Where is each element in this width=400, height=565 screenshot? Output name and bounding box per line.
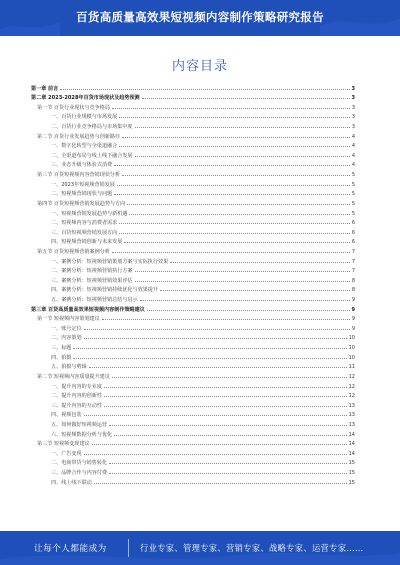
toc-entry[interactable] <box>31 390 355 400</box>
toc-entry-label: 四、短视频营销创新与未来发展 <box>51 239 123 246</box>
toc-entry[interactable] <box>31 82 355 92</box>
toc-entry-label: 二、案例分析：短视频营销执行方案 <box>51 268 133 275</box>
toc-entry-page: 11 <box>348 364 355 371</box>
toc-entry[interactable] <box>31 245 355 255</box>
toc-entry-page: 10 <box>348 335 355 342</box>
toc-entry-page: 9 <box>351 325 355 332</box>
report-title: 百货高质量高效果短视频内容制作策略研究报告 <box>76 10 324 24</box>
toc-entry[interactable] <box>31 399 355 409</box>
toc-leader-dots <box>119 233 350 234</box>
toc-entry[interactable] <box>31 457 355 467</box>
toc-leader-dots <box>112 377 347 378</box>
toc-leader-dots <box>114 194 350 195</box>
toc-entry-label: 二、短视频内容与消费者需求 <box>51 220 118 227</box>
toc-leader-dots <box>170 262 350 263</box>
toc-entry-page: 12 <box>348 393 355 400</box>
toc-entry[interactable] <box>31 341 355 351</box>
toc-entry-label: 三、提升内容的互动性 <box>51 402 102 409</box>
toc-entry-label: 二、全渠道布局与线上线下融合发展 <box>51 152 133 159</box>
toc-leader-dots <box>114 165 350 166</box>
toc-entry[interactable] <box>31 380 355 390</box>
toc-entry-page: 4 <box>351 133 355 140</box>
toc-leader-dots <box>124 242 349 243</box>
toc-leader-dots <box>135 271 350 272</box>
toc-entry-label: 五、案例分析：短视频营销总结与启示 <box>51 297 138 304</box>
toc-leader-dots <box>84 415 347 416</box>
toc-entry-label: 一、案例分析：短视频营销策划方案与实际执行效果 <box>51 258 169 265</box>
footer-divider <box>128 539 129 557</box>
toc-entry-label: 二、短视频营销现状与问题 <box>51 191 113 198</box>
toc-leader-dots <box>122 137 350 138</box>
toc-entry-page: 4 <box>351 152 355 159</box>
toc-entry-page: 4 <box>351 143 355 150</box>
toc-entry-label: 第一章 前言 <box>31 85 59 92</box>
toc-entry[interactable] <box>31 438 355 448</box>
toc-entry[interactable] <box>31 236 355 246</box>
toc-leader-dots <box>117 185 350 186</box>
toc-leader-dots <box>104 396 347 397</box>
toc-entry-label: 第三节 百货短视频内容营销现状分析 <box>37 172 121 179</box>
toc-entry-label: 三、业态升级与体验式消费 <box>51 162 113 169</box>
toc-leader-dots <box>135 281 350 282</box>
toc-entry-page: 12 <box>348 373 355 380</box>
toc-entry-page: 14 <box>348 431 355 438</box>
toc-entry[interactable] <box>31 159 355 169</box>
toc-entry[interactable] <box>31 428 355 438</box>
toc-leader-dots <box>104 387 347 388</box>
toc-entry-label: 一、百货行业规模与市场发展 <box>51 114 118 121</box>
toc-entry-label: 一、广告变现 <box>51 450 82 457</box>
toc-heading: 内容目录 <box>171 59 228 74</box>
toc-entry-label: 三、品牌合作与内容付费 <box>51 469 108 476</box>
toc-entry-page: 15 <box>348 469 355 476</box>
toc-entry[interactable] <box>31 197 355 207</box>
toc-leader-dots <box>73 348 346 349</box>
toc-leader-dots <box>92 444 347 445</box>
toc-leader-dots <box>122 175 350 176</box>
toc-leader-dots <box>102 319 350 320</box>
toc-entry-label: 一、数字化转型与全渠道融合 <box>51 143 118 150</box>
toc-entry-page: 9 <box>351 306 355 313</box>
page-footer <box>0 531 400 565</box>
toc-entry-page: 15 <box>348 479 355 486</box>
toc-leader-dots <box>109 463 347 464</box>
toc-entry-page: 6 <box>351 229 355 236</box>
toc-entry-page: 5 <box>351 210 355 217</box>
page-header <box>0 0 400 36</box>
toc-entry-label: 四、视频包装 <box>51 412 82 419</box>
toc-entry[interactable] <box>31 447 355 457</box>
toc-entry-page: 4 <box>351 162 355 169</box>
toc-leader-dots <box>73 358 346 359</box>
toc-leader-dots <box>142 98 350 99</box>
toc-entry-label: 四、案例分析：短视频营销持续优化与效果提升 <box>51 287 158 294</box>
toc-entry-page: 14 <box>348 450 355 457</box>
toc-entry[interactable] <box>31 255 355 265</box>
header-wave-right-decoration <box>320 0 400 36</box>
toc-entry[interactable] <box>31 332 355 342</box>
toc-entry-page: 8 <box>351 277 355 284</box>
toc-entry[interactable] <box>31 168 355 178</box>
toc-leader-dots <box>127 204 350 205</box>
toc-entry-page: 5 <box>351 191 355 198</box>
toc-entry-label: 五、如何做好短视频运营 <box>51 421 108 428</box>
toc-entry[interactable] <box>31 409 355 419</box>
toc-entry[interactable] <box>31 217 355 227</box>
toc-entry[interactable] <box>31 313 355 323</box>
toc-entry-label: 三、标题 <box>51 345 72 352</box>
toc-entry[interactable] <box>31 322 355 332</box>
toc-leader-dots <box>104 406 347 407</box>
toc-entry-page: 5 <box>351 200 355 207</box>
toc-entry-label: 四、拍摄 <box>51 354 72 361</box>
footer-tagline: 行业专家、管理专家、营销专家、战略专家、运营专家…… <box>140 543 364 553</box>
toc-entry[interactable] <box>31 92 355 102</box>
toc-entry-page: 10 <box>348 345 355 352</box>
toc-entry-page: 3 <box>351 124 355 131</box>
toc-entry-page: 13 <box>348 402 355 409</box>
toc-entry-page: 14 <box>348 441 355 448</box>
toc-leader-dots <box>135 127 350 128</box>
toc-entry-page: 3 <box>351 95 355 102</box>
table-of-contents <box>31 82 355 486</box>
toc-leader-dots <box>119 117 350 118</box>
toc-entry[interactable] <box>31 303 355 313</box>
toc-entry-label: 第二节 短视频内容质量提升建议 <box>37 373 110 380</box>
toc-entry-page: 9 <box>351 297 355 304</box>
toc-entry[interactable] <box>31 101 355 111</box>
toc-leader-dots <box>84 454 347 455</box>
toc-leader-dots <box>140 300 350 301</box>
toc-entry-label: 一、提升内容的专业度 <box>51 383 102 390</box>
toc-entry[interactable] <box>31 140 355 150</box>
toc-entry[interactable] <box>31 361 355 371</box>
toc-leader-dots <box>119 223 350 224</box>
toc-entry-page: 3 <box>351 114 355 121</box>
toc-leader-dots <box>160 290 350 291</box>
toc-leader-dots <box>84 338 347 339</box>
toc-entry-page: 13 <box>348 412 355 419</box>
toc-entry-label: 一、短视频营销发展趋势与新机遇 <box>51 210 128 217</box>
toc-entry-page: 6 <box>351 220 355 227</box>
toc-entry-page: 10 <box>348 354 355 361</box>
toc-entry-label: 四、线上线下联动 <box>51 479 92 486</box>
toc-entry[interactable] <box>31 188 355 198</box>
toc-leader-dots <box>109 425 347 426</box>
toc-leader-dots <box>119 146 350 147</box>
toc-entry-page: 3 <box>351 85 355 92</box>
toc-entry[interactable] <box>31 476 355 486</box>
toc-entry-page: 8 <box>351 287 355 294</box>
toc-leader-dots <box>112 108 350 109</box>
toc-entry-label: 二、电商带货与销售转化 <box>51 460 108 467</box>
toc-entry-page: 6 <box>351 239 355 246</box>
toc-entry-label: 一、账号定位 <box>51 325 82 332</box>
toc-leader-dots <box>112 252 350 253</box>
toc-entry-page: 15 <box>348 460 355 467</box>
toc-entry-page: 12 <box>348 383 355 390</box>
toc-leader-dots <box>135 156 350 157</box>
toc-entry-label: 六、短视频数据分析与优化 <box>51 431 113 438</box>
toc-entry-page: 7 <box>351 248 355 255</box>
toc-entry[interactable] <box>31 265 355 275</box>
toc-entry[interactable] <box>31 274 355 284</box>
toc-entry[interactable] <box>31 178 355 188</box>
toc-entry-label: 第三节 短视频变现建议 <box>37 441 90 448</box>
toc-entry[interactable] <box>31 226 355 236</box>
toc-entry-page: 3 <box>351 104 355 111</box>
toc-leader-dots <box>147 310 350 311</box>
toc-entry-label: 第五节 百货短视频营销案例分析 <box>37 248 110 255</box>
toc-entry-page: 5 <box>351 181 355 188</box>
toc-entry[interactable] <box>31 207 355 217</box>
toc-entry-page: 13 <box>348 421 355 428</box>
toc-leader-dots <box>109 473 347 474</box>
toc-entry-label: 第一节 百货行业现状与竞争格局 <box>37 104 110 111</box>
toc-leader-dots <box>129 214 349 215</box>
toc-entry-label: 一、2023年短视频营销发展 <box>51 181 115 188</box>
toc-entry-label: 三、案例分析：短视频营销效果评估 <box>51 277 133 284</box>
toc-leader-dots <box>89 367 347 368</box>
toc-entry-label: 第四节 百货短视频营销发展趋势与方向 <box>37 200 126 207</box>
toc-entry-label: 二、百货行业竞争格局与市场集中度 <box>51 124 133 131</box>
toc-entry[interactable] <box>31 293 355 303</box>
toc-entry-label: 第二节 百货行业发展趋势与创新路径 <box>37 133 121 140</box>
toc-entry[interactable] <box>31 370 355 380</box>
toc-entry-label: 第三章 百货高质量高效果短视频内容制作策略建议 <box>31 306 145 313</box>
footer-slogan: 让每个人都能成为 <box>34 544 107 554</box>
toc-entry-label: 第二章 2023-2028年百货市场现状及趋势预测 <box>31 95 140 102</box>
toc-entry-page: 7 <box>351 268 355 275</box>
toc-entry-page: 5 <box>351 172 355 179</box>
toc-entry[interactable] <box>31 418 355 428</box>
toc-leader-dots <box>114 435 346 436</box>
toc-entry-label: 五、拍摄与剪辑 <box>51 364 87 371</box>
toc-entry[interactable] <box>31 120 355 130</box>
toc-entry[interactable] <box>31 351 355 361</box>
toc-entry-label: 二、提升内容的创新性 <box>51 393 102 400</box>
toc-leader-dots <box>60 89 349 90</box>
toc-entry-page: 7 <box>351 258 355 265</box>
toc-entry[interactable] <box>31 130 355 140</box>
toc-entry-page: 9 <box>351 316 355 323</box>
toc-leader-dots <box>84 329 350 330</box>
toc-entry-label: 二、内容策划 <box>51 335 82 342</box>
toc-entry[interactable] <box>31 149 355 159</box>
toc-entry-label: 三、百货短视频营销发展方向 <box>51 229 118 236</box>
toc-entry-label: 第一节 短视频内容策划建议 <box>37 316 100 323</box>
toc-entry[interactable] <box>31 111 355 121</box>
toc-entry[interactable] <box>31 284 355 294</box>
toc-leader-dots <box>94 483 347 484</box>
toc-entry[interactable] <box>31 466 355 476</box>
